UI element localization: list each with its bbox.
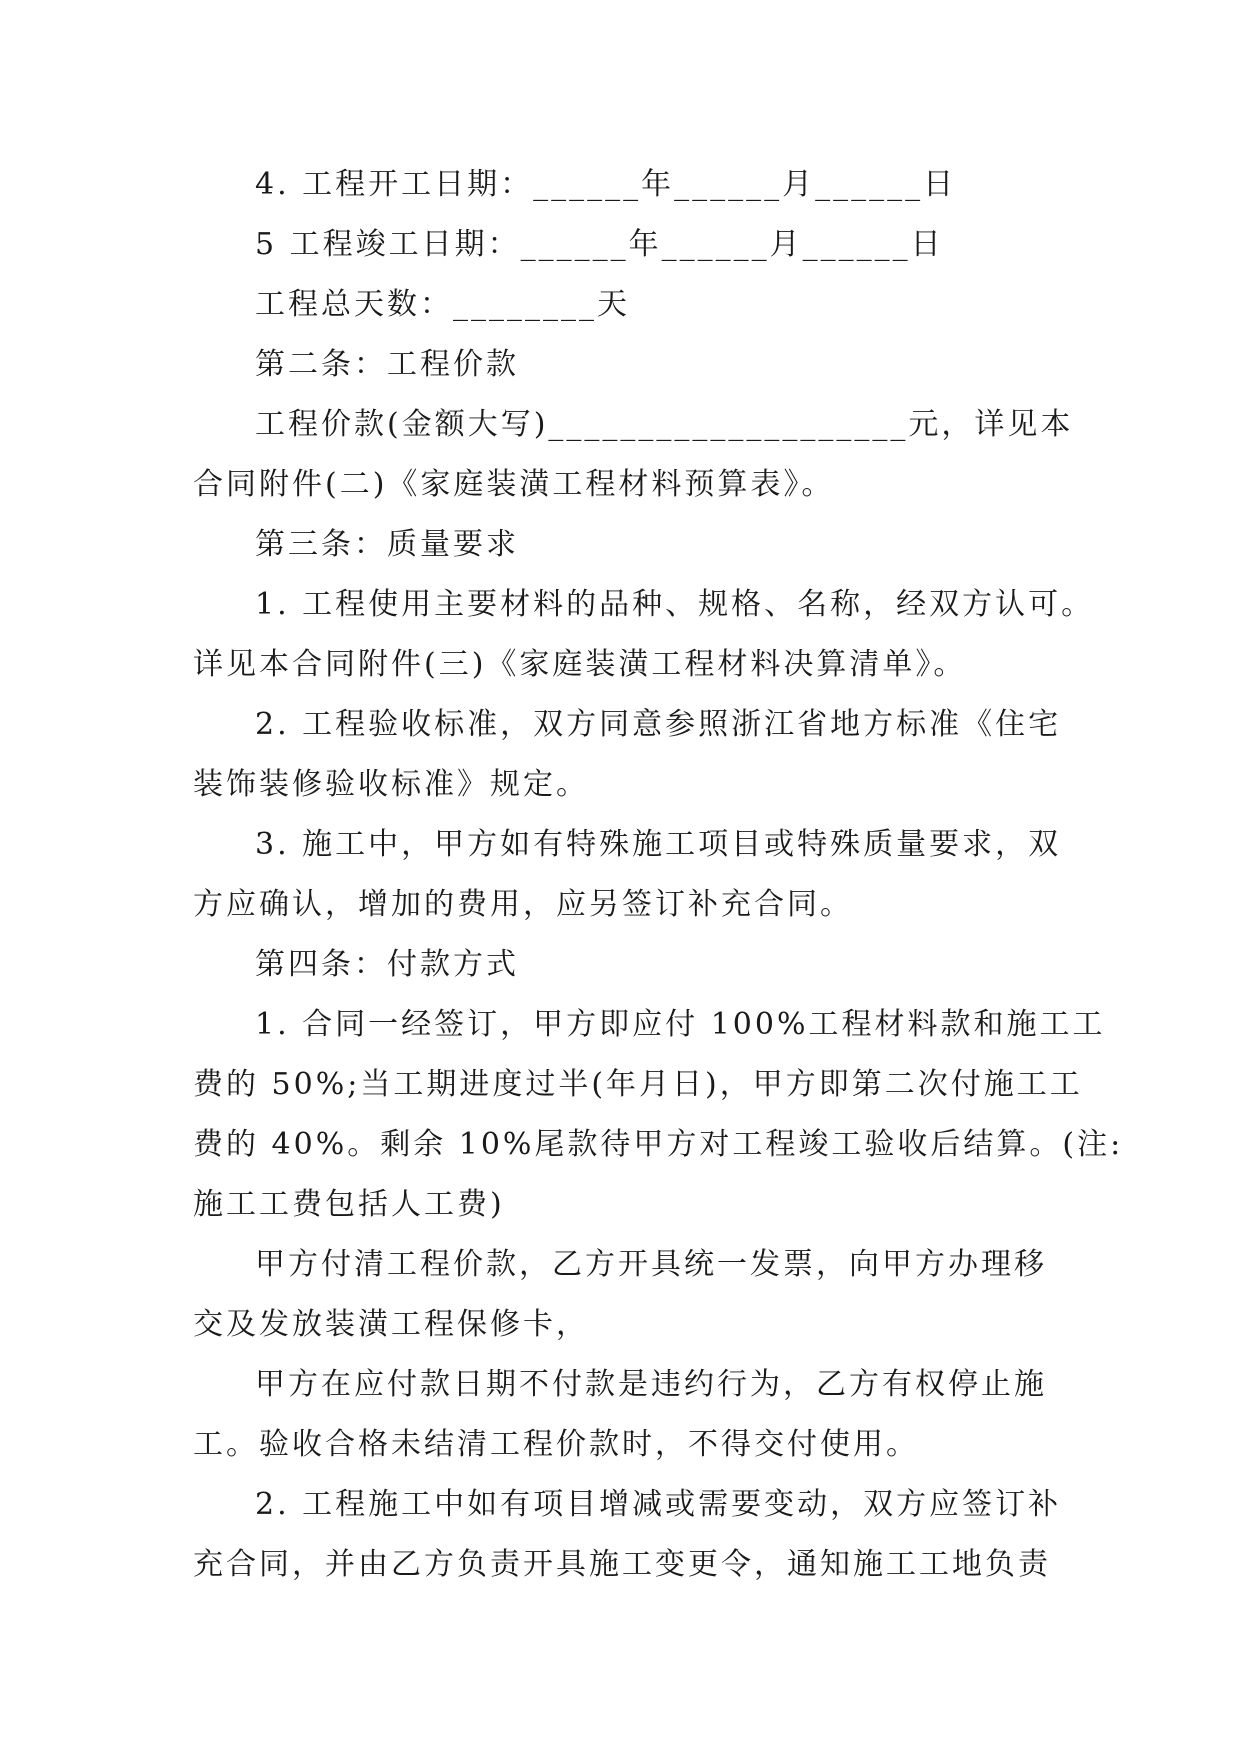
article-2-paragraph-line-1: 工程价款(金额大写)____________________元，详见本 (255, 407, 1074, 442)
article-2-heading: 第二条：工程价款 (255, 347, 519, 382)
line-completion-date: 5 工程竣工日期：______年______月______日 (255, 227, 944, 262)
contract-text-body (193, 155, 1124, 1595)
article-3-heading: 第三条：质量要求 (255, 527, 519, 562)
article-4-item-1-line-4: 施工工费包括人工费) (193, 1187, 505, 1222)
payment-invoice-paragraph-line-2: 交及发放装潢工程保修卡， (193, 1307, 589, 1342)
article-4-item-2-line-1: 2. 工程施工中如有项目增减或需要变动，双方应签订补 (255, 1487, 1062, 1522)
line-start-date: 4. 工程开工日期：______年______月______日 (255, 167, 957, 202)
article-3-item-2-line-2: 装饰装修验收标准》规定。 (193, 767, 589, 802)
article-3-item-2-line-1: 2. 工程验收标准，双方同意参照浙江省地方标准《住宅 (255, 707, 1062, 742)
article-4-item-1-line-3: 费的 40%。剩余 10%尾款待甲方对工程竣工验收后结算。(注: (193, 1127, 1124, 1162)
article-3-item-3-line-2: 方应确认，增加的费用，应另签订补充合同。 (193, 887, 853, 922)
article-3-item-3-line-1: 3. 施工中，甲方如有特殊施工项目或特殊质量要求，双 (255, 827, 1062, 862)
article-3-item-1-line-2: 详见本合同附件(三)《家庭装潢工程材料决算清单》。 (193, 647, 967, 682)
payment-invoice-paragraph-line-1: 甲方付清工程价款，乙方开具统一发票，向甲方办理移 (255, 1247, 1047, 1282)
article-3-item-1-line-1: 1. 工程使用主要材料的品种、规格、名称，经双方认可。 (255, 587, 1095, 622)
line-total-days: 工程总天数：________天 (255, 287, 630, 322)
article-4-heading: 第四条：付款方式 (255, 947, 519, 982)
article-4-item-2-line-2: 充合同，并由乙方负责开具施工变更令，通知施工工地负责 (193, 1547, 1051, 1582)
article-2-paragraph-line-2: 合同附件(二)《家庭装潢工程材料预算表》。 (193, 467, 835, 502)
article-4-item-1-line-2: 费的 50%;当工期进度过半(年月日)，甲方即第二次付施工工 (193, 1067, 1083, 1102)
article-4-item-1-line-1: 1. 合同一经签订，甲方即应付 100%工程材料款和施工工 (255, 1007, 1106, 1042)
late-payment-paragraph-line-1: 甲方在应付款日期不付款是违约行为，乙方有权停止施 (255, 1367, 1047, 1402)
late-payment-paragraph-line-2: 工。验收合格未结清工程价款时，不得交付使用。 (193, 1427, 919, 1462)
